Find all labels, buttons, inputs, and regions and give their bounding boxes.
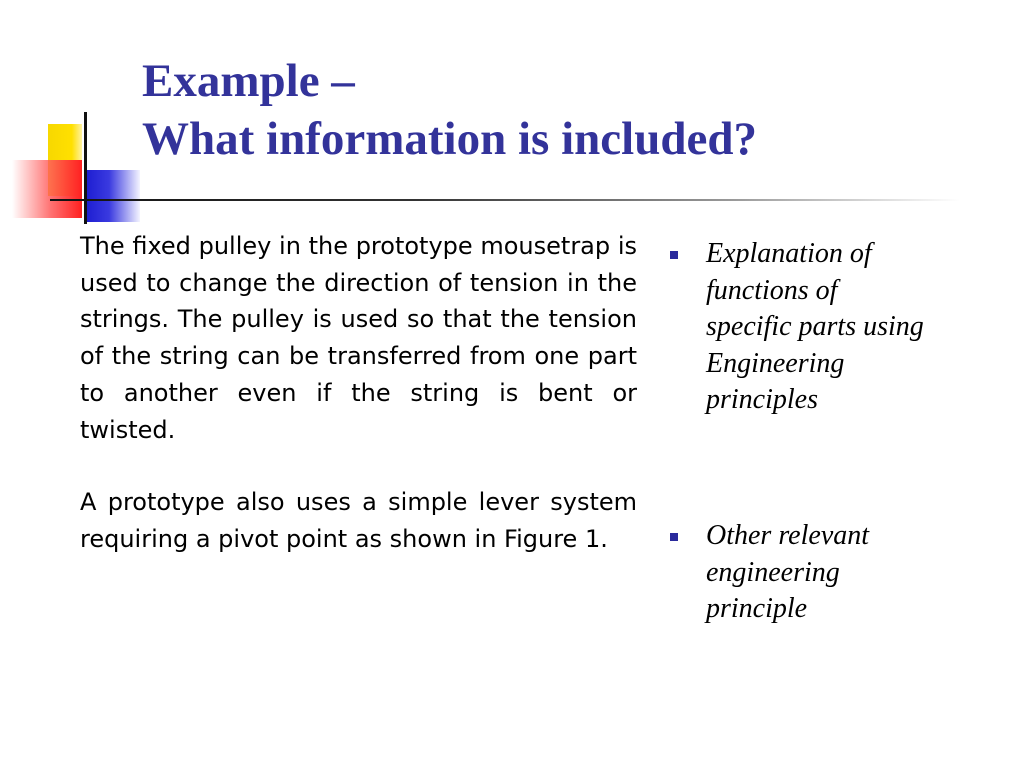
slide-title-line-1: Example – bbox=[142, 55, 355, 107]
square-bullet-icon bbox=[670, 533, 678, 541]
slide-title bbox=[142, 52, 1002, 168]
slide-title-line-2: What information is included? bbox=[142, 113, 757, 165]
decorative-vertical-line bbox=[84, 112, 87, 224]
annotation-bullets bbox=[668, 236, 998, 628]
decorative-red-square bbox=[12, 160, 82, 218]
bullet-text: Other relevant engineering principle bbox=[706, 519, 870, 625]
bullet-item bbox=[668, 236, 926, 419]
body-paragraph: The fixed pulley in the prototype mousetrap is used to change the direction of tension in the strings. The pulley is used so that the tension of the string can be transferred from one part to another even if the string is bent or twisted. bbox=[80, 232, 637, 444]
square-bullet-icon bbox=[670, 251, 678, 259]
bullet-item bbox=[668, 518, 926, 628]
bullet-text: Explanation of functions of specific parts using Engineering principles bbox=[706, 238, 924, 416]
body-paragraph: A prototype also uses a simple lever system requiring a pivot point as shown in Figure 1. bbox=[80, 488, 637, 553]
decorative-blue-square bbox=[84, 170, 140, 222]
title-underline-divider bbox=[50, 199, 960, 201]
body-text-column bbox=[80, 228, 637, 558]
